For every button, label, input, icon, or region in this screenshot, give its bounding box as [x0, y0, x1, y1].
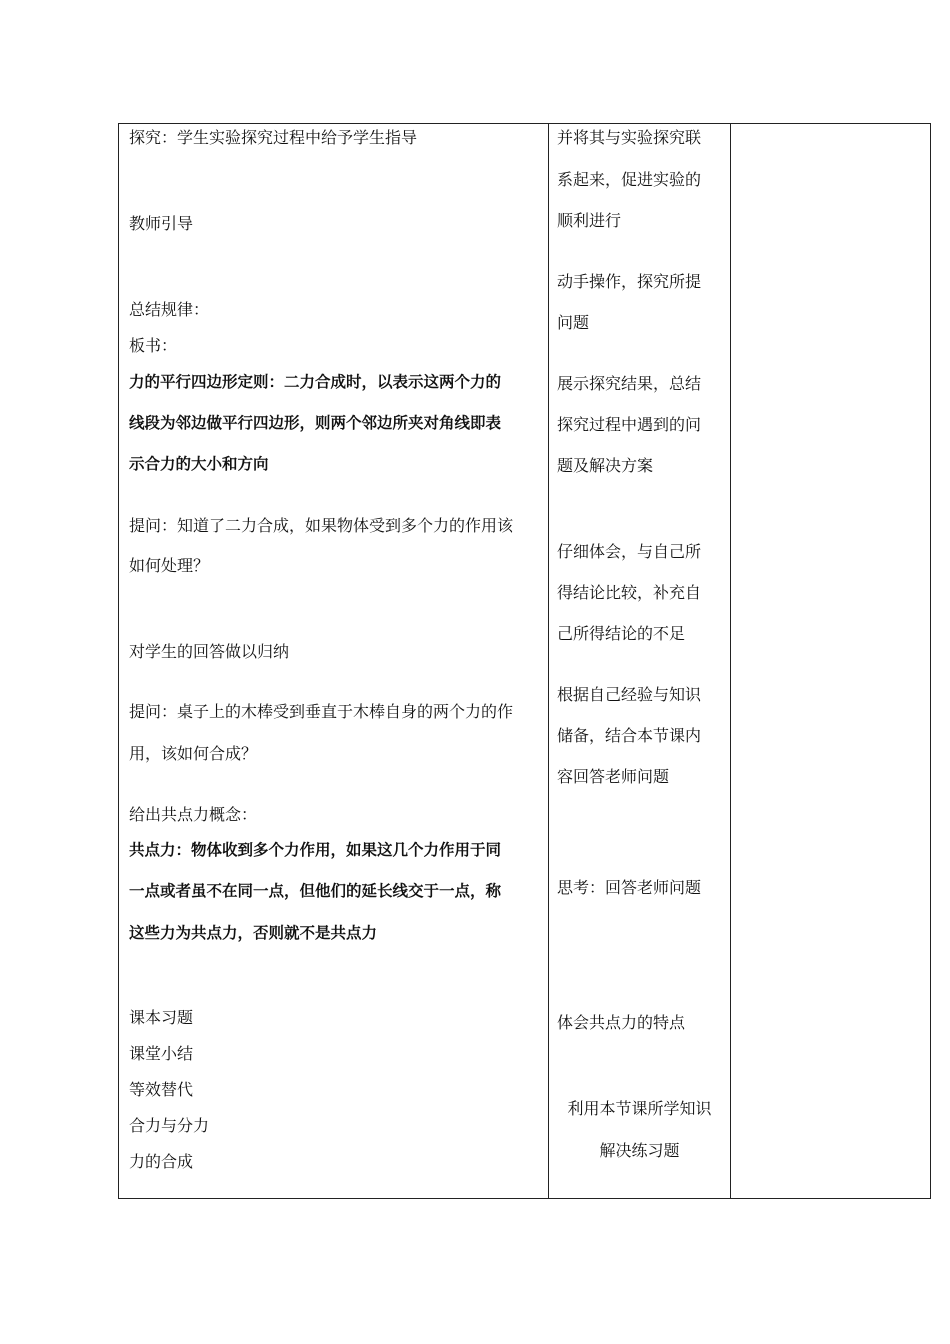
concept-label: 给出共点力概念：	[129, 805, 258, 824]
think-text: 思考：回答老师问题	[557, 878, 702, 897]
student-activity-line: 己所得结论的不足	[557, 624, 686, 643]
teacher-guide-text: 教师引导	[129, 214, 194, 233]
student-activity-line: 探究过程中遇到的问	[557, 415, 702, 434]
student-activity-line: 根据自己经验与知识	[557, 685, 702, 704]
summary-item: 合力与分力	[129, 1116, 210, 1135]
student-activity-line: 系起来，促进实验的	[557, 170, 702, 189]
concept-line: 共点力：物体收到多个力作用，如果这几个力作用于同	[129, 841, 502, 859]
summary-label: 总结规律：	[129, 300, 210, 319]
student-activity-line: 问题	[557, 313, 590, 332]
board-label: 板书：	[129, 336, 178, 355]
law-line: 力的平行四边形定则：二力合成时，以表示这两个力的	[129, 373, 502, 391]
exercise-text: 课本习题	[129, 1008, 194, 1027]
question-1-line: 提问：知道了二力合成，如果物体受到多个力的作用该	[129, 516, 514, 535]
question-1-line: 如何处理？	[129, 556, 210, 575]
student-activity-line: 顺利进行	[557, 211, 622, 230]
summary-item: 力的合成	[129, 1152, 194, 1171]
law-line: 线段为邻边做平行四边形，则两个邻边所夹对角线即表	[129, 414, 502, 432]
wrapup-text: 课堂小结	[129, 1044, 194, 1063]
column-divider-1	[548, 124, 549, 1198]
column-divider-2	[730, 124, 731, 1198]
concept-line: 这些力为共点力，否则就不是共点力	[129, 924, 378, 942]
feel-text: 体会共点力的特点	[557, 1013, 686, 1032]
student-activity-line: 容回答老师问题	[557, 767, 670, 786]
question-2-line: 提问：桌子上的木棒受到垂直于木棒自身的两个力的作	[129, 702, 514, 721]
solve-line: 利用本节课所学知识	[567, 1099, 712, 1118]
solve-line: 解决练习题	[599, 1141, 680, 1160]
student-activity-line: 动手操作，探究所提	[557, 272, 702, 291]
student-activity-line: 展示探究结果，总结	[557, 374, 702, 393]
student-activity-line: 题及解决方案	[557, 456, 654, 475]
student-activity-line: 仔细体会，与自己所	[557, 542, 702, 561]
induce-text: 对学生的回答做以归纳	[129, 642, 290, 661]
student-activity-line: 储备，结合本节课内	[557, 726, 702, 745]
explore-text: 探究：学生实验探究过程中给予学生指导	[129, 128, 418, 147]
student-activity-line: 并将其与实验探究联	[557, 128, 702, 147]
lesson-table	[118, 123, 931, 1199]
law-line: 示合力的大小和方向	[129, 455, 269, 473]
summary-item: 等效替代	[129, 1080, 194, 1099]
concept-line: 一点或者虽不在同一点，但他们的延长线交于一点，称	[129, 882, 502, 900]
student-activity-line: 得结论比较，补充自	[557, 583, 702, 602]
question-2-line: 用，该如何合成？	[129, 744, 258, 763]
